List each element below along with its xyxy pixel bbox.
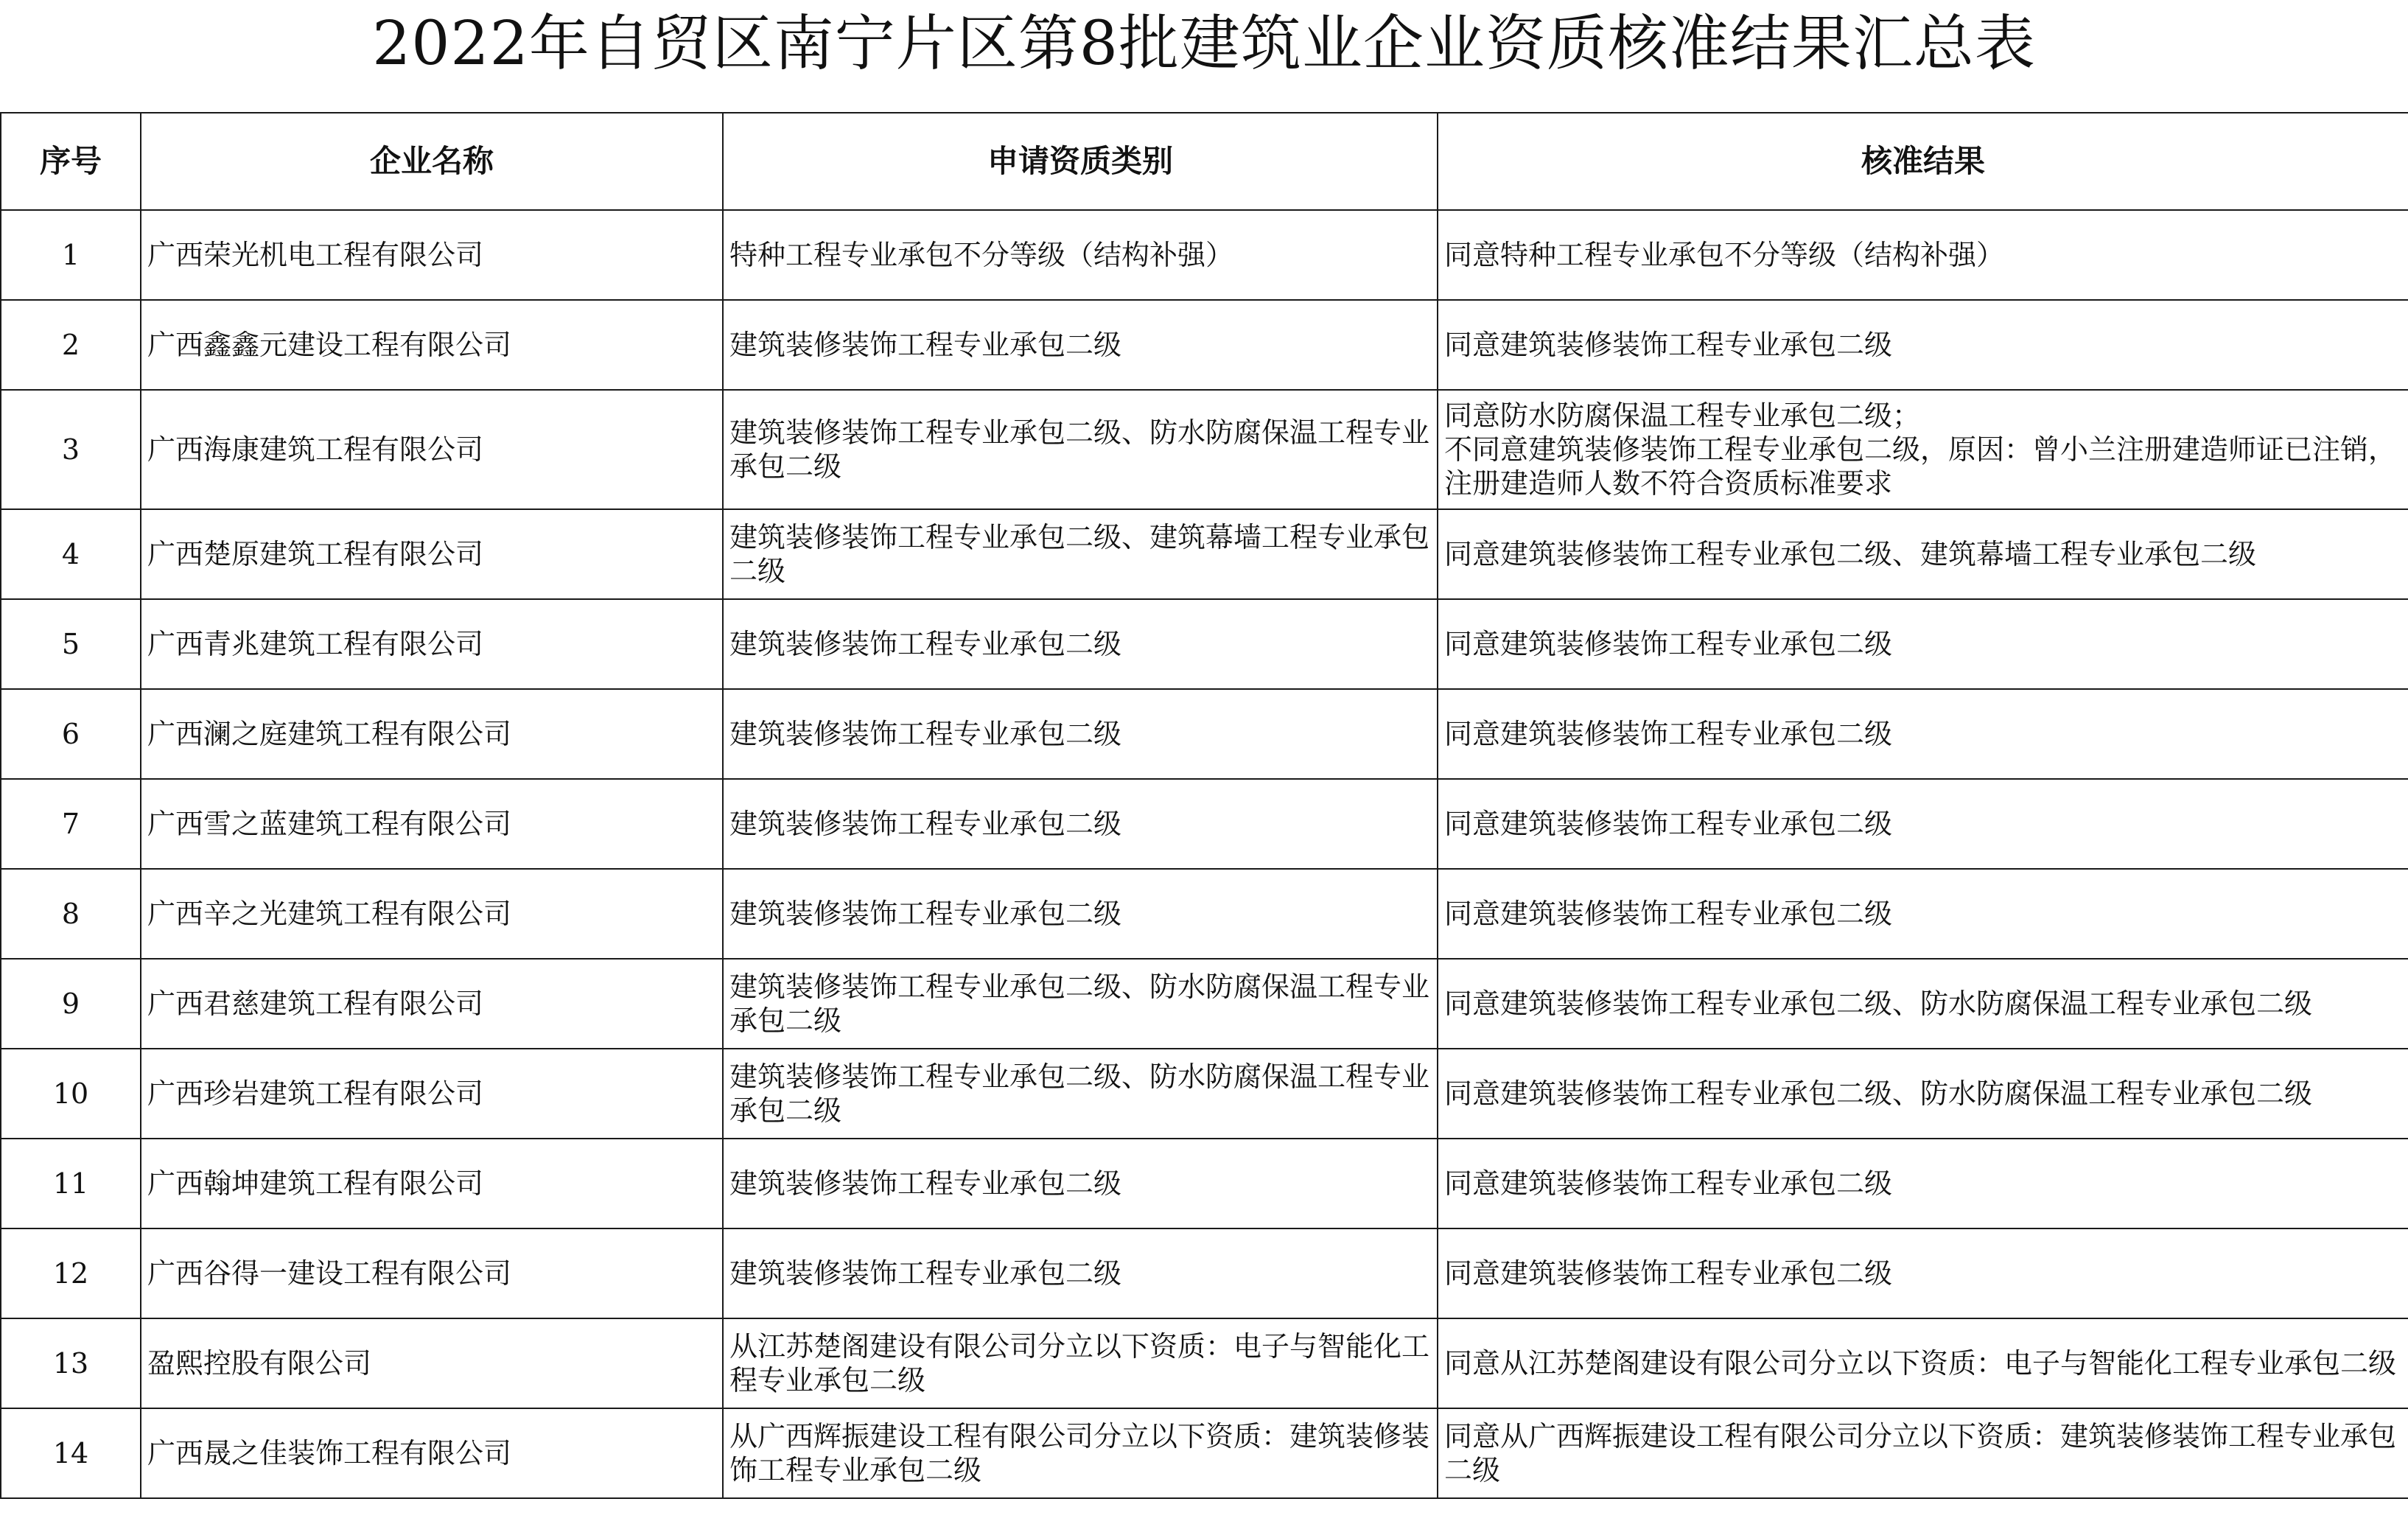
table-row bbox=[1, 390, 2408, 509]
table-row bbox=[1, 509, 2408, 599]
row-company: 广西谷得一建设工程有限公司 bbox=[141, 1228, 723, 1318]
table-row bbox=[1, 1228, 2408, 1318]
row-applied: 建筑装修装饰工程专业承包二级 bbox=[723, 1228, 1438, 1318]
table-row bbox=[1, 1049, 2408, 1139]
row-company: 广西晟之佳装饰工程有限公司 bbox=[141, 1408, 723, 1498]
row-no: 11 bbox=[1, 1139, 141, 1228]
row-no: 3 bbox=[1, 390, 141, 509]
row-applied: 从江苏楚阁建设有限公司分立以下资质：电子与智能化工程专业承包二级 bbox=[723, 1318, 1438, 1408]
header-applied: 申请资质类别 bbox=[723, 113, 1438, 210]
row-company: 广西珍岩建筑工程有限公司 bbox=[141, 1049, 723, 1139]
row-result: 同意建筑装修装饰工程专业承包二级 bbox=[1438, 869, 2408, 959]
table-row bbox=[1, 599, 2408, 689]
row-no: 14 bbox=[1, 1408, 141, 1498]
row-company: 盈熙控股有限公司 bbox=[141, 1318, 723, 1408]
row-company: 广西澜之庭建筑工程有限公司 bbox=[141, 689, 723, 779]
row-no: 2 bbox=[1, 300, 141, 390]
row-applied: 建筑装修装饰工程专业承包二级、防水防腐保温工程专业承包二级 bbox=[723, 1049, 1438, 1139]
row-company: 广西翰坤建筑工程有限公司 bbox=[141, 1139, 723, 1228]
page-title: 2022年自贸区南宁片区第8批建筑业企业资质核准结果汇总表 bbox=[372, 9, 2036, 79]
row-applied: 建筑装修装饰工程专业承包二级 bbox=[723, 689, 1438, 779]
table-row bbox=[1, 210, 2408, 300]
results-table bbox=[0, 112, 2408, 1499]
row-applied: 建筑装修装饰工程专业承包二级 bbox=[723, 869, 1438, 959]
row-company: 广西海康建筑工程有限公司 bbox=[141, 390, 723, 509]
row-no: 12 bbox=[1, 1228, 141, 1318]
row-company: 广西楚原建筑工程有限公司 bbox=[141, 509, 723, 599]
table-row bbox=[1, 779, 2408, 869]
header-row bbox=[1, 113, 2408, 210]
row-applied: 建筑装修装饰工程专业承包二级、防水防腐保温工程专业承包二级 bbox=[723, 959, 1438, 1049]
row-result: 同意建筑装修装饰工程专业承包二级、建筑幕墙工程专业承包二级 bbox=[1438, 509, 2408, 599]
row-company: 广西青兆建筑工程有限公司 bbox=[141, 599, 723, 689]
row-no: 9 bbox=[1, 959, 141, 1049]
row-result: 同意建筑装修装饰工程专业承包二级 bbox=[1438, 689, 2408, 779]
row-result: 同意建筑装修装饰工程专业承包二级 bbox=[1438, 1228, 2408, 1318]
table-row bbox=[1, 959, 2408, 1049]
table-row bbox=[1, 869, 2408, 959]
row-no: 5 bbox=[1, 599, 141, 689]
table-row bbox=[1, 689, 2408, 779]
row-result: 同意建筑装修装饰工程专业承包二级、防水防腐保温工程专业承包二级 bbox=[1438, 959, 2408, 1049]
table-row bbox=[1, 1139, 2408, 1228]
row-result: 同意建筑装修装饰工程专业承包二级 bbox=[1438, 599, 2408, 689]
row-applied: 建筑装修装饰工程专业承包二级 bbox=[723, 599, 1438, 689]
row-company: 广西君慈建筑工程有限公司 bbox=[141, 959, 723, 1049]
row-no: 1 bbox=[1, 210, 141, 300]
row-no: 10 bbox=[1, 1049, 141, 1139]
row-no: 4 bbox=[1, 509, 141, 599]
row-no: 8 bbox=[1, 869, 141, 959]
row-applied: 从广西辉振建设工程有限公司分立以下资质：建筑装修装饰工程专业承包二级 bbox=[723, 1408, 1438, 1498]
row-company: 广西荣光机电工程有限公司 bbox=[141, 210, 723, 300]
header-company: 企业名称 bbox=[141, 113, 723, 210]
row-applied: 建筑装修装饰工程专业承包二级、防水防腐保温工程专业承包二级 bbox=[723, 390, 1438, 509]
row-result: 同意建筑装修装饰工程专业承包二级、防水防腐保温工程专业承包二级 bbox=[1438, 1049, 2408, 1139]
row-no: 13 bbox=[1, 1318, 141, 1408]
table-row bbox=[1, 1408, 2408, 1498]
header-no: 序号 bbox=[1, 113, 141, 210]
row-company: 广西辛之光建筑工程有限公司 bbox=[141, 869, 723, 959]
row-company: 广西雪之蓝建筑工程有限公司 bbox=[141, 779, 723, 869]
row-company: 广西鑫鑫元建设工程有限公司 bbox=[141, 300, 723, 390]
table-row bbox=[1, 1318, 2408, 1408]
header-result: 核准结果 bbox=[1438, 113, 2408, 210]
row-result: 同意从江苏楚阁建设有限公司分立以下资质：电子与智能化工程专业承包二级 bbox=[1438, 1318, 2408, 1408]
row-applied: 建筑装修装饰工程专业承包二级 bbox=[723, 300, 1438, 390]
table-row bbox=[1, 300, 2408, 390]
row-no: 7 bbox=[1, 779, 141, 869]
row-result: 同意防水防腐保温工程专业承包二级； 不同意建筑装修装饰工程专业承包二级，原因：曾小兰注册建造师证已注销，注册建造师人数不符合资质标准要求 bbox=[1438, 390, 2408, 509]
row-no: 6 bbox=[1, 689, 141, 779]
row-result: 同意建筑装修装饰工程专业承包二级 bbox=[1438, 779, 2408, 869]
row-result: 同意特种工程专业承包不分等级（结构补强） bbox=[1438, 210, 2408, 300]
row-result: 同意建筑装修装饰工程专业承包二级 bbox=[1438, 1139, 2408, 1228]
row-applied: 建筑装修装饰工程专业承包二级 bbox=[723, 779, 1438, 869]
row-applied: 建筑装修装饰工程专业承包二级、建筑幕墙工程专业承包二级 bbox=[723, 509, 1438, 599]
row-result: 同意从广西辉振建设工程有限公司分立以下资质：建筑装修装饰工程专业承包二级 bbox=[1438, 1408, 2408, 1498]
row-result: 同意建筑装修装饰工程专业承包二级 bbox=[1438, 300, 2408, 390]
row-applied: 建筑装修装饰工程专业承包二级 bbox=[723, 1139, 1438, 1228]
row-applied: 特种工程专业承包不分等级（结构补强） bbox=[723, 210, 1438, 300]
